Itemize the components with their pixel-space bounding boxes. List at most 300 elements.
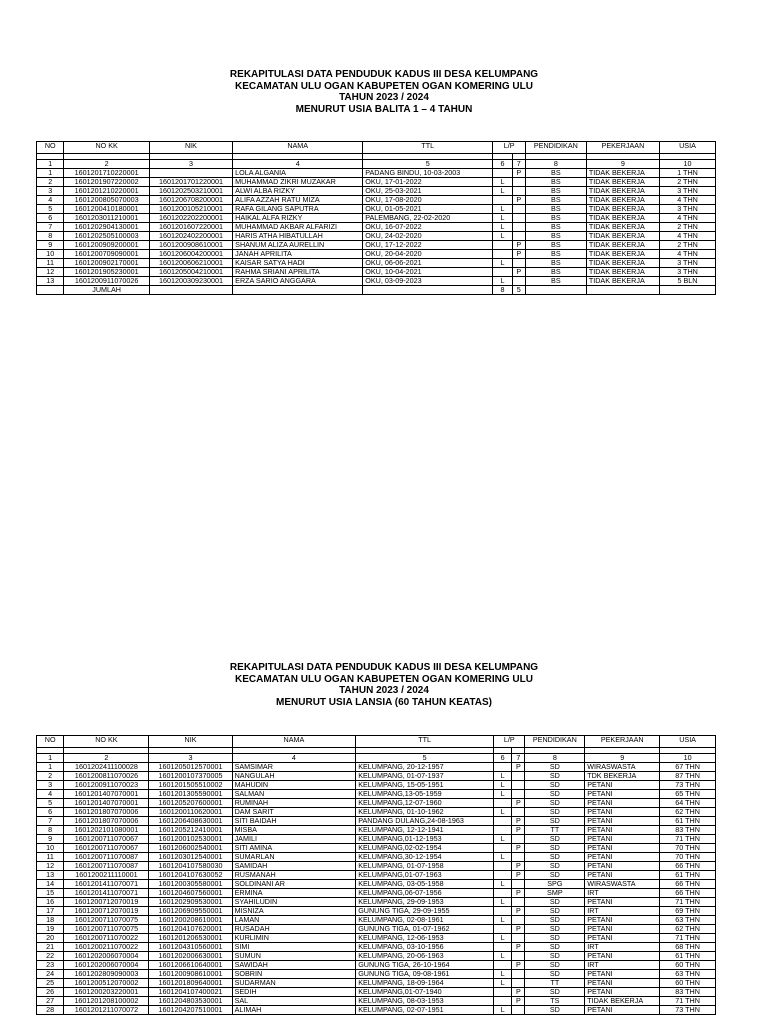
table-cell: 65 THN <box>660 790 716 799</box>
table-cell: OKU, 01-05-2021 <box>363 205 493 214</box>
table-cell: KELUMPANG,01-07-1940 <box>356 988 494 997</box>
table-cell: OKU, 10-04-2021 <box>363 268 493 277</box>
table-cell: 71 THN <box>660 898 716 907</box>
table-cell: 1601200309230001 <box>149 277 232 286</box>
column-number: 7 <box>512 160 525 169</box>
table-row <box>37 979 716 988</box>
table-cell: L <box>493 187 512 196</box>
table-cell: PETANI <box>585 952 660 961</box>
table-cell: WIRASWASTA <box>585 880 660 889</box>
table-cell: 2 THN <box>660 223 716 232</box>
table-cell: KELUMPANG,12-07-1960 <box>356 799 494 808</box>
table-cell: 3 THN <box>660 205 716 214</box>
table-cell: 1601200908610001 <box>149 970 232 979</box>
table-cell: 61 THN <box>660 952 716 961</box>
table-cell: 11 <box>37 853 64 862</box>
table-cell: 1601200711070087 <box>64 853 149 862</box>
section1-title-line: REKAPITULASI DATA PENDUDUK KADUS III DESA KELUMPANG <box>229 69 539 80</box>
table-cell: 1601204607560001 <box>149 889 232 898</box>
table-cell: IRT <box>585 907 660 916</box>
table-cell: BS <box>525 178 586 187</box>
table-cell: 4 THN <box>660 214 716 223</box>
table-cell: 1601200805070003 <box>64 196 149 205</box>
table-cell: 19 <box>37 925 64 934</box>
table-cell: 1601200208610001 <box>149 916 232 925</box>
table-cell: L <box>493 223 512 232</box>
balita-table <box>36 141 716 295</box>
table-cell: P <box>512 169 525 178</box>
table-cell <box>512 880 525 889</box>
table-cell: 1601200606210001 <box>149 259 232 268</box>
table-cell: 1601201907220002 <box>64 178 149 187</box>
column-header: NIK <box>149 142 232 154</box>
table-cell: 3 <box>37 781 64 790</box>
table-cell: TS <box>525 997 585 1006</box>
table-cell: 5 <box>37 205 64 214</box>
section1-title <box>0 69 768 115</box>
table-cell: 1601201407070001 <box>64 790 149 799</box>
table-cell <box>512 205 525 214</box>
table-cell: 14 <box>37 880 64 889</box>
table-cell: BS <box>525 187 586 196</box>
table-row <box>37 853 716 862</box>
table-cell: OKU, 20-04-2020 <box>363 250 493 259</box>
header-row <box>37 142 716 154</box>
table-cell: L <box>493 214 512 223</box>
table-cell: 3 THN <box>660 259 716 268</box>
table-cell: 1601200305580001 <box>149 880 232 889</box>
table-cell: BS <box>525 169 586 178</box>
column-header: L/P <box>494 736 525 748</box>
table-cell: 62 THN <box>660 808 716 817</box>
table-cell: TIDAK BEKERJA <box>586 205 659 214</box>
table-cell <box>493 169 512 178</box>
table-cell: SUMARLAN <box>232 853 356 862</box>
table-cell: TDK BEKERJA <box>585 772 660 781</box>
table-cell: SD <box>525 961 585 970</box>
table-cell: OKU, 16-07-2022 <box>363 223 493 232</box>
table-cell: BS <box>525 205 586 214</box>
table-cell: KELUMPANG,01-12-1953 <box>356 835 494 844</box>
table-cell: L <box>494 898 512 907</box>
table-cell: 1601200711070075 <box>64 916 149 925</box>
table-row <box>37 898 716 907</box>
table-cell: SD <box>525 781 585 790</box>
table-cell <box>494 763 512 772</box>
table-cell: 71 THN <box>660 835 716 844</box>
table-cell: 83 THN <box>660 826 716 835</box>
table-cell: KELUMPANG, 20-12-1957 <box>356 763 494 772</box>
table-cell: 1 THN <box>660 169 716 178</box>
table-cell: RUSADAH <box>232 925 356 934</box>
table-row <box>37 241 716 250</box>
table-row <box>37 214 716 223</box>
table-cell: 11 <box>37 259 64 268</box>
table-cell <box>494 871 512 880</box>
table-cell: 83 THN <box>660 988 716 997</box>
table-cell: 1601201407070001 <box>64 799 149 808</box>
table-cell: 1601201206530001 <box>149 934 232 943</box>
table-row <box>37 997 716 1006</box>
table-row <box>37 178 716 187</box>
table-cell: WIRASWASTA <box>585 763 660 772</box>
table-cell: NANGULAH <box>232 772 356 781</box>
table-cell: BS <box>525 259 586 268</box>
table-cell <box>493 196 512 205</box>
table-cell: 24 <box>37 970 64 979</box>
table-cell: 1601206909550001 <box>149 907 232 916</box>
table-row <box>37 970 716 979</box>
table-cell: KELUMPANG, 29-09-1953 <box>356 898 494 907</box>
table-cell: P <box>512 817 525 826</box>
table-row <box>37 871 716 880</box>
table-cell: 22 <box>37 952 64 961</box>
table-cell: 66 THN <box>660 862 716 871</box>
table-cell: 1601202101080001 <box>64 826 149 835</box>
table-cell: PETANI <box>585 916 660 925</box>
table-cell <box>512 934 525 943</box>
table-cell: GUNUNG TIGA, 09-08-1961 <box>356 970 494 979</box>
table-cell: 1601200105210001 <box>149 205 232 214</box>
table-cell: 71 THN <box>660 934 716 943</box>
table-cell: 1601200811070026 <box>64 772 149 781</box>
table-row <box>37 169 716 178</box>
table-cell: 1601202411100028 <box>64 763 149 772</box>
table-cell: TIDAK BEKERJA <box>586 214 659 223</box>
column-number: 9 <box>585 754 660 763</box>
table-cell: 70 THN <box>660 853 716 862</box>
table-cell: 16 <box>37 898 64 907</box>
table-cell <box>494 799 512 808</box>
table-row <box>37 943 716 952</box>
table-cell: RAHMA SRIANI APRILITA <box>233 268 363 277</box>
table-cell: TIDAK BEKERJA <box>586 223 659 232</box>
column-header: TTL <box>363 142 493 154</box>
table-cell: L <box>494 790 512 799</box>
table-cell: L <box>494 979 512 988</box>
column-number: 9 <box>586 160 659 169</box>
section2-title <box>0 662 768 708</box>
table-cell: 1601200711070022 <box>64 934 149 943</box>
table-cell: 1601201710220001 <box>64 169 149 178</box>
table-cell: 66 THN <box>660 889 716 898</box>
table-cell: ALIMAH <box>232 1006 356 1015</box>
table-cell <box>512 835 525 844</box>
table-cell: HAIKAL ALFA RIZKY <box>233 214 363 223</box>
table-row <box>37 205 716 214</box>
table-cell: SUMUN <box>232 952 356 961</box>
table-cell: PETANI <box>585 817 660 826</box>
table-cell: SD <box>525 907 585 916</box>
column-header: NO <box>37 736 64 748</box>
table-cell: KELUMPANG, 01-07-1958 <box>356 862 494 871</box>
table-cell: PETANI <box>585 898 660 907</box>
table-cell: SD <box>525 943 585 952</box>
table-cell: 7 <box>37 223 64 232</box>
table-cell: 1601200211070022 <box>64 943 149 952</box>
table-cell: 71 THN <box>660 997 716 1006</box>
table-cell: L <box>493 205 512 214</box>
table-cell: 1601202909530001 <box>149 898 232 907</box>
table-row <box>37 880 716 889</box>
table-cell: 66 THN <box>660 880 716 889</box>
table-cell: P <box>512 862 525 871</box>
table-row <box>37 952 716 961</box>
table-cell: 1601201807070006 <box>64 808 149 817</box>
table-cell <box>512 277 525 286</box>
total-male: 8 <box>493 286 512 295</box>
table-cell: 1601205207600001 <box>149 799 232 808</box>
table-cell: 1601200711070067 <box>64 835 149 844</box>
table-cell: SD <box>525 916 585 925</box>
table-cell: ERZA SARIO ANGGARA <box>233 277 363 286</box>
table-cell: PETANI <box>585 799 660 808</box>
table-cell: SD <box>525 871 585 880</box>
table-cell: RUSMANAH <box>232 871 356 880</box>
column-header: NAMA <box>233 142 363 154</box>
empty-cell <box>660 286 716 295</box>
table-cell: P <box>512 988 525 997</box>
table-cell: 10 <box>37 844 64 853</box>
table-cell: 27 <box>37 997 64 1006</box>
table-cell: HARIS ATHA HIBATULLAH <box>233 232 363 241</box>
table-cell: SD <box>525 934 585 943</box>
column-header: NO KK <box>64 736 149 748</box>
table-cell: KELUMPANG, 18-09-1964 <box>356 979 494 988</box>
table-cell <box>494 862 512 871</box>
section1-title-line: TAHUN 2023 / 2024 <box>339 92 429 103</box>
table-cell: 1601206708200001 <box>149 196 232 205</box>
table-cell: OKU, 03-09-2023 <box>363 277 493 286</box>
table-cell: MUHAMMAD ZIKRI MUZAKAR <box>233 178 363 187</box>
table-cell: 64 THN <box>660 799 716 808</box>
table-row <box>37 799 716 808</box>
table-row <box>37 862 716 871</box>
table-cell: TIDAK BEKERJA <box>586 241 659 250</box>
table-cell: SD <box>525 898 585 907</box>
table-cell: PALEMBANG, 22-02-2020 <box>363 214 493 223</box>
section2-title-line: REKAPITULASI DATA PENDUDUK KADUS III DESA KELUMPANG <box>229 662 539 673</box>
table-cell: SD <box>525 862 585 871</box>
table-cell: 1601205212410001 <box>149 826 232 835</box>
empty-cell <box>525 286 586 295</box>
table-cell: KELUMPANG, 02-08-1961 <box>356 916 494 925</box>
table-cell: 3 THN <box>660 187 716 196</box>
table-cell: 1601200410180001 <box>64 205 149 214</box>
table-row <box>37 196 716 205</box>
table-cell: TIDAK BEKERJA <box>586 277 659 286</box>
table-cell: 4 THN <box>660 250 716 259</box>
table-cell <box>512 853 525 862</box>
empty-cell <box>37 286 64 295</box>
table-cell: SD <box>525 952 585 961</box>
table-cell: LOLA ALGANIA <box>233 169 363 178</box>
table-cell: P <box>512 907 525 916</box>
table-cell: 1601205012570001 <box>149 763 232 772</box>
table-cell: SD <box>525 763 585 772</box>
table-cell: 10 <box>37 250 64 259</box>
table-cell: 1601201411070071 <box>64 889 149 898</box>
table-cell: JANAH APRILITA <box>233 250 363 259</box>
table-cell: 18 <box>37 916 64 925</box>
table-cell: 1601200107370005 <box>149 772 232 781</box>
table-row <box>37 1006 716 1015</box>
table-cell: P <box>512 763 525 772</box>
table-cell: 1601200911070026 <box>64 277 149 286</box>
table-cell: P <box>512 250 525 259</box>
table-cell: OKU, 24-02-2020 <box>363 232 493 241</box>
table-cell: 1601201210220001 <box>64 187 149 196</box>
table-cell: KELUMPANG,13-05-1959 <box>356 790 494 799</box>
table-cell: MISBA <box>232 826 356 835</box>
empty-cell <box>586 286 659 295</box>
table-cell: MUHAMMAD AKBAR ALFARIZI <box>233 223 363 232</box>
table-cell: 67 THN <box>660 763 716 772</box>
table-cell: IRT <box>585 961 660 970</box>
table-cell <box>512 259 525 268</box>
table-cell: BS <box>525 268 586 277</box>
table-cell: LAMAN <box>232 916 356 925</box>
table-row <box>37 250 716 259</box>
column-header: NIK <box>149 736 232 748</box>
table-cell: SITI BAIDAH <box>232 817 356 826</box>
table-cell: 1601200908610001 <box>149 241 232 250</box>
table-cell: TIDAK BEKERJA <box>586 259 659 268</box>
table-cell: P <box>512 925 525 934</box>
table-cell <box>512 1006 525 1015</box>
table-cell: KAISAR SATYA HADI <box>233 259 363 268</box>
table-cell: L <box>494 781 512 790</box>
table-cell: P <box>512 943 525 952</box>
table-cell <box>494 844 512 853</box>
table-cell: 60 THN <box>660 961 716 970</box>
table-cell: SAMSIMAR <box>232 763 356 772</box>
table-cell: 26 <box>37 988 64 997</box>
table-cell: KELUMPANG, 08-03-1953 <box>356 997 494 1006</box>
column-number-row <box>37 754 716 763</box>
table-cell: 87 THN <box>660 772 716 781</box>
table-cell: PETANI <box>585 979 660 988</box>
table-cell: 73 THN <box>660 1006 716 1015</box>
column-number: 7 <box>512 754 525 763</box>
column-number: 10 <box>660 754 716 763</box>
table-cell: 1601202904130001 <box>64 223 149 232</box>
table-cell: 1601200110620001 <box>149 808 232 817</box>
table-cell: 1601202202200001 <box>149 214 232 223</box>
table-cell: 1601204310560001 <box>149 943 232 952</box>
column-number: 2 <box>64 754 149 763</box>
table-cell: L <box>494 853 512 862</box>
table-row <box>37 844 716 853</box>
table-cell: TT <box>525 826 585 835</box>
table-cell: 1601202505100003 <box>64 232 149 241</box>
empty-cell <box>363 286 493 295</box>
table-cell: 1 <box>37 169 64 178</box>
table-cell: 1601200102530001 <box>149 835 232 844</box>
table-cell: L <box>494 835 512 844</box>
table-cell: DAM SARIT <box>232 808 356 817</box>
table-cell: 23 <box>37 961 64 970</box>
table-cell: SD <box>525 790 585 799</box>
table-cell: 5 <box>37 799 64 808</box>
table-cell: PETANI <box>585 835 660 844</box>
table-cell: L <box>494 970 512 979</box>
table-cell: SOLDINANI AR <box>232 880 356 889</box>
table-cell <box>494 997 512 1006</box>
table-cell: 1601202809090003 <box>64 970 149 979</box>
table-cell: P <box>512 961 525 970</box>
table-row <box>37 826 716 835</box>
table-cell: 1601200711070067 <box>64 844 149 853</box>
column-number: 10 <box>660 160 716 169</box>
table-cell: MISNIZA <box>232 907 356 916</box>
table-cell: PETANI <box>585 970 660 979</box>
table-cell: 60 THN <box>660 979 716 988</box>
table-cell: KELUMPANG,06-07-1956 <box>356 889 494 898</box>
table-cell: GUNUNG TIGA, 01-07-1962 <box>356 925 494 934</box>
table-cell: 1601201905230001 <box>64 268 149 277</box>
table-row <box>37 835 716 844</box>
table-cell: 68 THN <box>660 943 716 952</box>
table-cell: PADANG BINDU, 10-03-2003 <box>363 169 493 178</box>
table-cell: 1601202006630001 <box>149 952 232 961</box>
table-cell: L <box>493 259 512 268</box>
table-cell: 4 <box>37 790 64 799</box>
column-number: 3 <box>149 754 232 763</box>
table-cell: SD <box>525 853 585 862</box>
column-header: PEKERJAAN <box>586 142 659 154</box>
table-cell: TIDAK BEKERJA <box>586 196 659 205</box>
table-cell: 6 <box>37 214 64 223</box>
table-cell: OKU, 25-03-2021 <box>363 187 493 196</box>
column-header: TTL <box>356 736 494 748</box>
table-cell: 1601201701220001 <box>149 178 232 187</box>
table-cell: L <box>494 952 512 961</box>
table-cell: 13 <box>37 871 64 880</box>
table-cell: 2 THN <box>660 178 716 187</box>
table-cell: SD <box>525 844 585 853</box>
table-cell: TIDAK BEKERJA <box>586 169 659 178</box>
column-header: PENDIDIKAN <box>525 736 585 748</box>
table-cell: 4 <box>37 196 64 205</box>
table-cell: 8 <box>37 232 64 241</box>
table-cell: 69 THN <box>660 907 716 916</box>
table-cell: KELUMPANG,02-02-1954 <box>356 844 494 853</box>
table-cell: MAHUDIN <box>232 781 356 790</box>
table-cell: 70 THN <box>660 844 716 853</box>
table-cell: SUDARMAN <box>232 979 356 988</box>
table-row <box>37 925 716 934</box>
column-header: L/P <box>493 142 526 154</box>
table-cell: 2 <box>37 772 64 781</box>
table-cell <box>494 988 512 997</box>
table-cell: 1601201809640001 <box>149 979 232 988</box>
table-cell: 1601200709090001 <box>64 250 149 259</box>
table-cell: KELUMPANG,30-12-1954 <box>356 853 494 862</box>
column-header: PEKERJAAN <box>585 736 660 748</box>
table-cell: 20 <box>37 934 64 943</box>
table-cell: 9 <box>37 835 64 844</box>
table-cell: P <box>512 799 525 808</box>
table-cell: 8 <box>37 826 64 835</box>
table-cell: SIMI <box>232 943 356 952</box>
table-cell: L <box>494 772 512 781</box>
column-header: PENDIDIKAN <box>525 142 586 154</box>
table-cell: KELUMPANG, 01-10-1962 <box>356 808 494 817</box>
table-cell: KELUMPANG, 02-07-1951 <box>356 1006 494 1015</box>
table-cell: BS <box>525 250 586 259</box>
column-number: 5 <box>356 754 494 763</box>
